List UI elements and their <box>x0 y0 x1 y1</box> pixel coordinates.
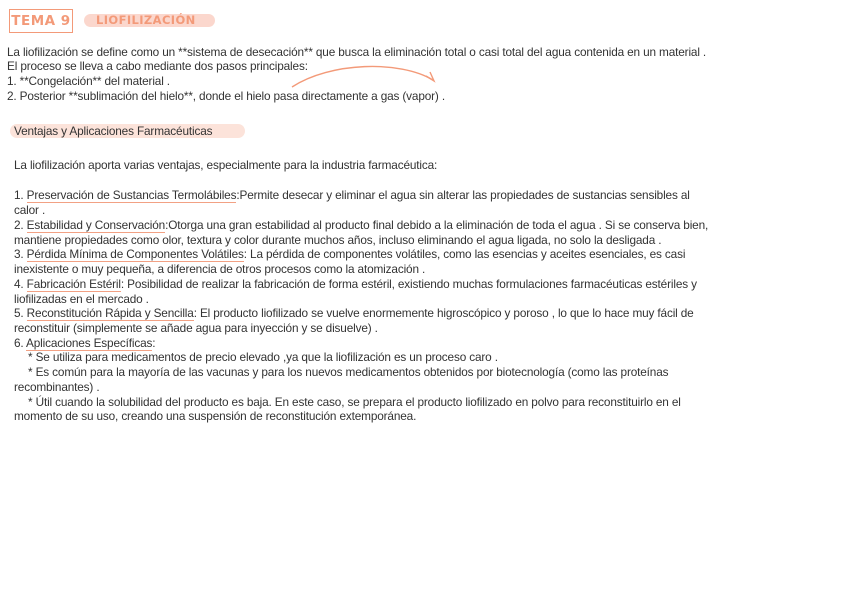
intro-step-1: 1. **Congelación** del material . <box>7 74 170 88</box>
list-item-cont: calor . <box>14 203 46 217</box>
bullet-item-cont: recombinantes) . <box>14 380 100 394</box>
item-title: Fabricación Estéril <box>26 277 121 291</box>
topic-title: LIOFILIZACIÓN <box>84 14 215 27</box>
list-item: 6. Aplicaciones Específicas: <box>14 336 156 350</box>
list-item: 3. Pérdida Mínima de Componentes Volátiles: La pérdida de componentes volátiles, como las esencias y aceites esenciales, es casi <box>14 247 686 261</box>
item-title: Pérdida Mínima de Componentes Volátiles <box>26 247 244 261</box>
intro-line-1: La liofilización se define como un **sistema de desecación** que busca la eliminación total o casi total del agua contenida en un material . <box>7 45 707 59</box>
intro-step-2: 2. Posterior **sublimación del hielo**, donde el hielo pasa directamente a gas (vapor) . <box>7 89 445 103</box>
item-title: Preservación de Sustancias Termolábiles <box>26 188 237 202</box>
list-item: 2. Estabilidad y Conservación:Otorga una gran estabilidad al producto final debido a la eliminación de toda el agua . Si se conserva bien, <box>14 218 709 232</box>
bullet-item: * Se utiliza para medicamentos de precio elevado ,ya que la liofilización es un proceso caro . <box>28 350 498 364</box>
item-title: Aplicaciones Específicas <box>26 336 153 350</box>
tema-label: TEMA 9 <box>9 9 73 33</box>
list-item-cont: mantiene propiedades como olor, textura y color durante muchos años, incluso eliminando el agua ligada, no solo la desligada . <box>14 233 662 247</box>
bullet-item-cont: momento de su uso, creando una suspensión de reconstitución extemporánea. <box>14 409 417 423</box>
section-title: Ventajas y Aplicaciones Farmacéuticas <box>14 124 213 138</box>
list-item-cont: liofilizadas en el mercado . <box>14 292 149 306</box>
bullet-item: * Útil cuando la solubilidad del producto es baja. En este caso, se prepara el producto liofilizado en polvo para reconstituirlo en el <box>28 395 681 409</box>
list-item-cont: inexistente o muy pequeña, a diferencia de otros procesos como la atomización . <box>14 262 426 276</box>
item-title: Reconstitución Rápida y Sencilla <box>26 306 194 320</box>
bullet-item: * Es común para la mayoría de las vacunas y para los nuevos medicamentos obtenidos por biotecnología (como las proteínas <box>28 365 669 379</box>
list-item-cont: reconstituir (simplemente se añade agua para inyección y se disuelve) . <box>14 321 378 335</box>
intro-line-2: El proceso se lleva a cabo mediante dos pasos principales: <box>7 59 308 73</box>
list-item: 1. Preservación de Sustancias Termolábiles:Permite desecar y eliminar el agua sin alterar las propiedades de sustancias sensibles al <box>14 188 690 202</box>
list-item: 4. Fabricación Estéril: Posibilidad de realizar la fabricación de forma estéril, existiendo muchas formulaciones farmacéuticas estériles y <box>14 277 697 291</box>
list-item: 5. Reconstitución Rápida y Sencilla: El producto liofilizado se vuelve enormemente higroscópico y poroso , lo que lo hace muy fácil de <box>14 306 694 320</box>
item-title: Estabilidad y Conservación <box>26 218 166 232</box>
section-lead: La liofilización aporta varias ventajas, especialmente para la industria farmacéutica: <box>14 158 438 172</box>
